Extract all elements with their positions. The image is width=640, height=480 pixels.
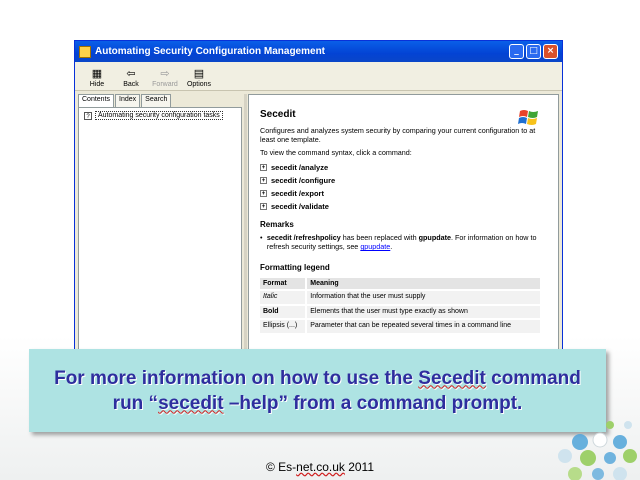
topic-content xyxy=(248,94,559,354)
back-label: Back xyxy=(123,81,139,88)
footer-text-part: 2011 xyxy=(344,460,375,474)
window-body xyxy=(75,92,562,357)
table-cell: Information that the user must supply xyxy=(307,291,540,304)
topic-heading: Secedit xyxy=(260,109,296,120)
command-label: secedit /configure xyxy=(271,176,336,185)
remark-item xyxy=(260,233,538,251)
back-arrow-icon: ⇦ xyxy=(126,68,136,80)
remark-text-part: has been replaced with xyxy=(340,233,419,242)
hide-label: Hide xyxy=(89,81,105,88)
contents-tree xyxy=(78,107,242,354)
table-cell: Ellipsis (...) xyxy=(260,320,305,333)
help-window xyxy=(74,40,563,358)
navigation-pane xyxy=(78,94,242,354)
banner-text xyxy=(48,366,588,416)
help-app-icon xyxy=(79,46,91,58)
copyright-footer xyxy=(0,460,640,474)
banner-secedit-word: Secedit xyxy=(418,367,486,389)
nav-tabs xyxy=(78,94,242,107)
table-cell: Bold xyxy=(260,306,305,319)
footer-text-part: © Es- xyxy=(265,460,297,474)
remark-text-part: . For information on how to refresh security settings, see xyxy=(266,233,537,251)
command-link[interactable] xyxy=(260,161,538,174)
forward-button[interactable] xyxy=(149,68,181,90)
tab-search[interactable]: Search xyxy=(141,94,171,107)
column-header-meaning: Meaning xyxy=(307,278,540,289)
options-button[interactable] xyxy=(183,68,215,90)
title-bar[interactable] xyxy=(75,41,562,62)
toolbar xyxy=(75,62,562,91)
help-page-icon: ? xyxy=(84,112,92,120)
options-icon: ▤ xyxy=(193,68,205,80)
table-cell: Italic xyxy=(260,291,305,304)
command-link[interactable] xyxy=(260,187,538,200)
window-title: Automating Security Configuration Management xyxy=(95,46,326,57)
back-button[interactable] xyxy=(115,68,147,90)
table-header-row xyxy=(260,278,540,289)
tab-contents[interactable]: Contents xyxy=(78,94,114,107)
gpupdate-link[interactable]: gpupdate xyxy=(360,242,391,251)
banner-secedit-command: secedit xyxy=(158,392,224,414)
banner-text-part: For more information on how to use the xyxy=(54,367,419,389)
tree-item-label: Automating security configuration tasks xyxy=(95,111,223,120)
forward-arrow-icon: ⇨ xyxy=(160,68,170,80)
formatting-legend-table xyxy=(258,276,542,335)
table-cell: Parameter that can be repeated several times in a command line xyxy=(307,320,540,333)
options-label: Options xyxy=(186,81,212,88)
remark-command: secedit /refreshpolicy xyxy=(266,233,341,242)
command-label: secedit /analyze xyxy=(271,163,329,172)
command-label: secedit /export xyxy=(271,189,324,198)
expand-icon: + xyxy=(261,191,266,197)
table-row xyxy=(260,306,540,319)
column-header-format: Format xyxy=(260,278,305,289)
expand-icon: + xyxy=(261,204,266,210)
command-label: secedit /validate xyxy=(271,202,329,211)
hide-button[interactable] xyxy=(81,68,113,90)
remark-gpupdate: gpupdate xyxy=(418,233,451,242)
footer-domain: net.co.uk xyxy=(296,460,345,474)
info-banner xyxy=(29,349,606,432)
legend-heading: Formatting legend xyxy=(260,263,330,272)
forward-label: Forward xyxy=(152,81,178,88)
minimize-button[interactable]: _ xyxy=(509,44,524,59)
command-link[interactable] xyxy=(260,200,538,213)
table-cell: Elements that the user must type exactly as shown xyxy=(307,306,540,319)
syntax-intro: To view the command syntax, click a command: xyxy=(260,148,412,157)
hide-icon: ▦ xyxy=(91,68,103,80)
tree-item[interactable] xyxy=(84,111,241,120)
remarks-heading: Remarks xyxy=(260,220,294,229)
tab-index[interactable]: Index xyxy=(115,94,140,107)
expand-icon: + xyxy=(261,165,266,171)
bullet-icon: • xyxy=(260,233,263,242)
banner-text-part: –help” from a command prompt. xyxy=(223,392,523,414)
table-row xyxy=(260,291,540,304)
close-button[interactable]: × xyxy=(543,44,558,59)
table-row xyxy=(260,320,540,333)
topic-description: Configures and analyzes system security by comparing your current configuration to at least one template. xyxy=(260,126,536,144)
remark-text-part: . xyxy=(390,242,393,251)
banner-text-part: command run “ xyxy=(112,367,581,414)
expand-icon: + xyxy=(261,178,266,184)
pane-splitter[interactable] xyxy=(244,94,247,354)
command-link[interactable] xyxy=(260,174,538,187)
maximize-button[interactable]: □ xyxy=(526,44,541,59)
remark-text xyxy=(267,233,538,251)
